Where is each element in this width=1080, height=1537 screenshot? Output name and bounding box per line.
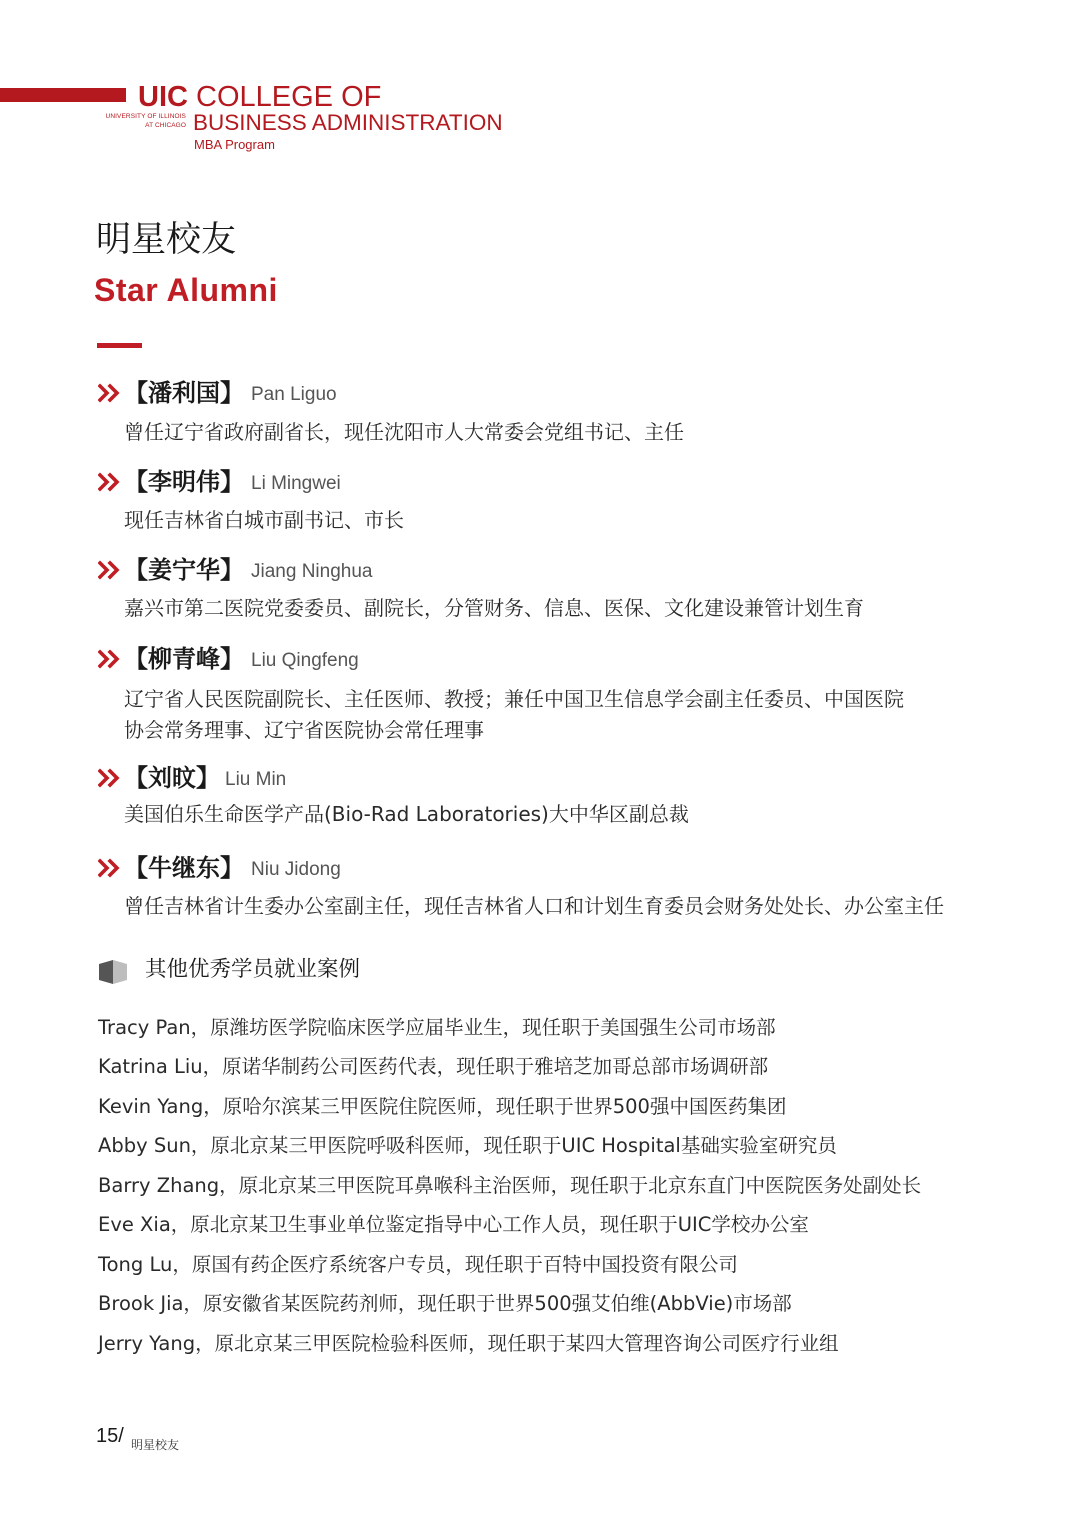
- alumni-name-en: Li Mingwei: [251, 473, 341, 494]
- alumni-name-cn: 【刘旼】: [124, 764, 220, 792]
- double-chevron-icon: [98, 471, 124, 493]
- alumni-description: 嘉兴市第二医院党委委员、副院长，分管财务、信息、医保、文化建设兼管计划生育: [124, 596, 864, 620]
- double-chevron-icon: [98, 767, 124, 789]
- alumni-name-en: Niu Jidong: [251, 859, 341, 880]
- double-chevron-icon: [98, 648, 124, 670]
- alumni-name-en: Liu Qingfeng: [251, 650, 359, 671]
- alumni-entry: [98, 468, 1038, 532]
- page-title-cn: 明星校友: [96, 220, 237, 260]
- alumni-name-cn: 【李明伟】: [124, 468, 244, 496]
- alumni-entry: [98, 854, 1038, 918]
- case-item: Barry Zhang，原北京某三甲医院耳鼻喉科主治医师，现任职于北京东直门中医院医务处副处长: [98, 1174, 922, 1197]
- logo-business-administration: BUSINESS ADMINISTRATION: [193, 110, 503, 135]
- alumni-name-cn: 【姜宁华】: [124, 556, 244, 584]
- alumni-entry: [98, 379, 1038, 444]
- alumni-name-cn: 【牛继东】: [124, 854, 244, 882]
- case-item: Katrina Liu，原诺华制药公司医药代表，现任职于雅培芝加哥总部市场调研部: [98, 1055, 769, 1078]
- case-item: Abby Sun，原北京某三甲医院呼吸科医师，现任职于UIC Hospital基础实验室研究员: [98, 1134, 837, 1157]
- alumni-name-en: Liu Min: [225, 769, 287, 790]
- alumni-entry: [98, 764, 1038, 826]
- alumni-description: 现任吉林省白城市副书记、市长: [124, 508, 404, 532]
- alumni-name-en: Jiang Ninghua: [251, 561, 373, 582]
- page-title-en: Star Alumni: [94, 272, 278, 308]
- alumni-entry: [98, 645, 1038, 742]
- footer-section-label: 明星校友: [131, 1438, 180, 1452]
- university-name-line1: UNIVERSITY OF ILLINOIS: [105, 113, 186, 120]
- alumni-description: 辽宁省人民医院副院长、主任医师、教授；兼任中国卫生信息学会副主任委员、中国医院: [124, 687, 904, 711]
- case-item: Jerry Yang，原北京某三甲医院检验科医师，现任职于某四大管理咨询公司医疗行业组: [98, 1332, 839, 1355]
- case-item: Tong Lu，原国有药企医疗系统客户专员，现任职于百特中国投资有限公司: [98, 1253, 738, 1276]
- alumni-description: 协会常务理事、辽宁省医院协会常任理事: [124, 718, 484, 742]
- double-chevron-icon: [98, 857, 124, 879]
- title-underline: [97, 343, 142, 348]
- double-chevron-icon: [98, 559, 124, 581]
- cube-icon: [97, 958, 129, 986]
- logo-title: [138, 80, 381, 114]
- university-name: [88, 112, 186, 130]
- page-number: 15/: [96, 1425, 124, 1447]
- case-item: Eve Xia，原北京某卫生事业单位鉴定指导中心工作人员，现任职于UIC学校办公室: [98, 1213, 809, 1236]
- case-item: Kevin Yang，原哈尔滨某三甲医院住院医师，现任职于世界500强中国医药集团: [98, 1095, 787, 1118]
- logo-mba-program: MBA Program: [194, 137, 275, 152]
- university-name-line2: AT CHICAGO: [145, 122, 186, 129]
- alumni-name-cn: 【柳青峰】: [124, 645, 244, 673]
- case-item: Brook Jia，原安徽省某医院药剂师，现任职于世界500强艾伯维(AbbVie)市场部: [98, 1292, 792, 1315]
- alumni-description: 曾任吉林省计生委办公室副主任，现任吉林省人口和计划生育委员会财务处处长、办公室主任: [124, 894, 944, 918]
- alumni-name-cn: 【潘利国】: [124, 379, 244, 407]
- logo-uic: UIC: [138, 81, 188, 113]
- alumni-description: 美国伯乐生命医学产品(Bio-Rad Laboratories)大中华区副总裁: [124, 802, 689, 826]
- double-chevron-icon: [98, 382, 124, 404]
- alumni-entry: [98, 556, 1038, 620]
- header-red-bar: [0, 88, 126, 102]
- case-item: Tracy Pan，原潍坊医学院临床医学应届毕业生，现任职于美国强生公司市场部: [98, 1016, 776, 1039]
- alumni-description: 曾任辽宁省政府副省长，现任沈阳市人大常委会党组书记、主任: [124, 420, 684, 444]
- alumni-name-en: Pan Liguo: [251, 384, 337, 405]
- logo-college-of: COLLEGE OF: [196, 81, 382, 113]
- cases-section-title: 其他优秀学员就业案例: [145, 957, 361, 982]
